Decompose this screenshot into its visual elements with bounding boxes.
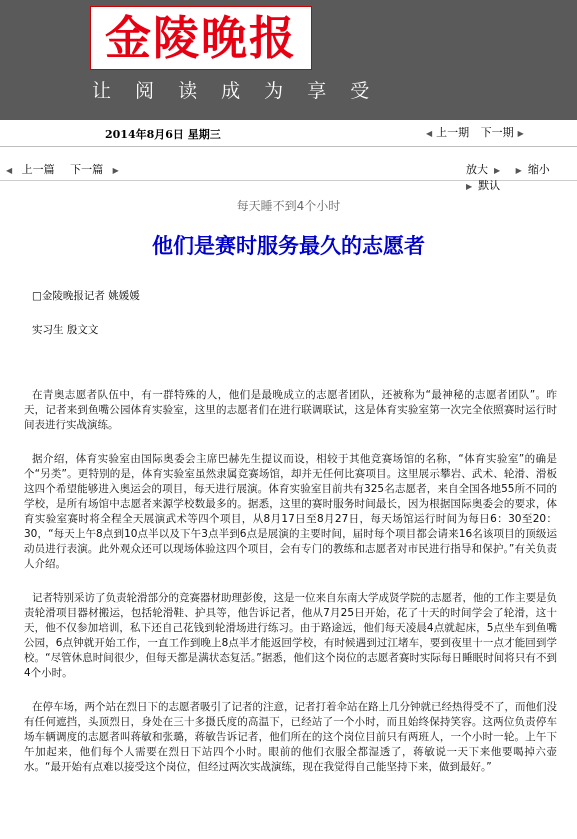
next-issue-link[interactable]: 下一期 ▶ — [480, 126, 524, 139]
slogan: 让 阅 读 成 为 享 受 — [92, 80, 379, 102]
triangle-left-icon: ◀ — [426, 129, 433, 138]
reporter-byline: □金陵晚报记者 姚媛媛 — [32, 290, 140, 302]
newspaper-logo[interactable] — [90, 6, 312, 70]
article-toolbar — [0, 156, 577, 192]
triangle-right-icon: ▶ — [112, 166, 119, 175]
paragraph: 记者特别采访了负责轮滑部分的竞赛器材助理彭俊，这是一位来自东南大学成贤学院的志愿者，他的工作主要是负责轮滑项目器材搬运，包括轮滑鞋、护具等，他告诉记者，他从7月25日开始，花了十天的时间学会了轮滑，这十天，他不仅参加培训，私下还自己花钱到轮滑场进行练习。由于路途远，他们每天凌晨4点就起床，5点坐车到鱼嘴公园，6点钟就开始工作，一直工作到晚上8点半才能返回学校，有时候遇到过江堵车，要到夜里十一点才能回到学校。“尽管休息时间很少，但每天都是满状态复活。”据悉，他们这个岗位的志愿者赛时实际每日睡眠时间将只有不到4个小时。 — [24, 592, 557, 679]
enlarge-font-button[interactable]: 放大 ▶ — [466, 163, 501, 176]
next-article-link[interactable]: 下一篇 ▶ — [70, 163, 119, 176]
triangle-left-icon: ◀ — [6, 166, 13, 175]
paragraph: 在停车场，两个站在烈日下的志愿者吸引了记者的注意，记者打着伞站在路上几分钟就已经热得受不了，而他们没有任何遮挡，头顶烈日，身处在三十多摄氏度的高温下，已经站了一个小时，而且始终保持笑容。这两位负责停车场车辆调度的志愿者叫蒋敏和张璐，蒋敏告诉记者，他们所在的这个岗位目前只有两班人，一个小时一轮。上午下午加起来，他们每个人需要在烈日下站四个小时。眼前的他们衣服全都湿透了，蒋敏说一天下来他要喝掉六壶水。“最开始有点难以接受这个岗位，但经过两次实战演练，现在我觉得自己能坚持下来，做到最好。” — [24, 701, 557, 773]
logo-text: 金陵晚报 — [105, 11, 297, 65]
article-title: 他们是赛时服务最久的志愿者 — [152, 233, 425, 258]
article-pretitle: 每天睡不到4个小时 — [236, 199, 341, 213]
triangle-right-icon: ▶ — [494, 166, 501, 175]
intern-byline: 实习生 殷文文 — [32, 324, 99, 336]
default-font-button[interactable]: ▶ 默认 — [466, 179, 501, 192]
triangle-right-icon: ▶ — [515, 166, 522, 175]
issue-date: 2014年8月6日 星期三 — [105, 128, 221, 141]
triangle-right-icon: ▶ — [517, 129, 524, 138]
prev-article-link[interactable]: ◀ 上一篇 — [6, 163, 55, 176]
shrink-font-button[interactable]: ▶ 缩小 — [515, 163, 550, 176]
issue-nav — [426, 124, 532, 140]
paragraph: 在青奥志愿者队伍中，有一群特殊的人，他们是最晚成立的志愿者团队，还被称为“最神秘的志愿者团队”。昨天，记者来到鱼嘴公园体育实验室，这里的志愿者们在进行联调联试，这是体育实验室第一次完全依照赛时运行时间表进行实战演练。 — [24, 389, 557, 431]
masthead — [0, 0, 577, 120]
article-body — [24, 388, 557, 794]
paragraph: 据介绍，体育实验室由国际奥委会主席巴赫先生提议而设，相较于其他竞赛场馆的名称，“体育实验室”的确是个“另类”。更特别的是，体育实验室虽然隶属竞赛场馆，却并无任何比赛项目。这里展示攀岩、武术、轮滑、滑板这四个希望能够进入奥运会的项目，每天进行展演。体育实验室目前共有325名志愿者，来自全国各地55所不同的学校，是所有场馆中志愿者来源学校数最多的。据悉，这里的赛时服务时间最长，因为根据国际奥委会的要求，体育实验室赛时将全程全天展演武术等四个项目，从8月17日至8月27日，每天场馆运行时间为每日6：30至20：30，“每天上午8点到10点半以及下午3点半到6点是展演的主要时间，届时每个项目都会请来16名该项目的顶级运动员进行表演。此外观众还可以现场体验这四个项目，会有专门的教练和志愿者对市民进行指导和保护。”有关负责人介绍。 — [24, 453, 557, 570]
triangle-right-icon: ▶ — [466, 182, 473, 191]
prev-issue-link[interactable]: ◀ 上一期 — [426, 126, 470, 139]
